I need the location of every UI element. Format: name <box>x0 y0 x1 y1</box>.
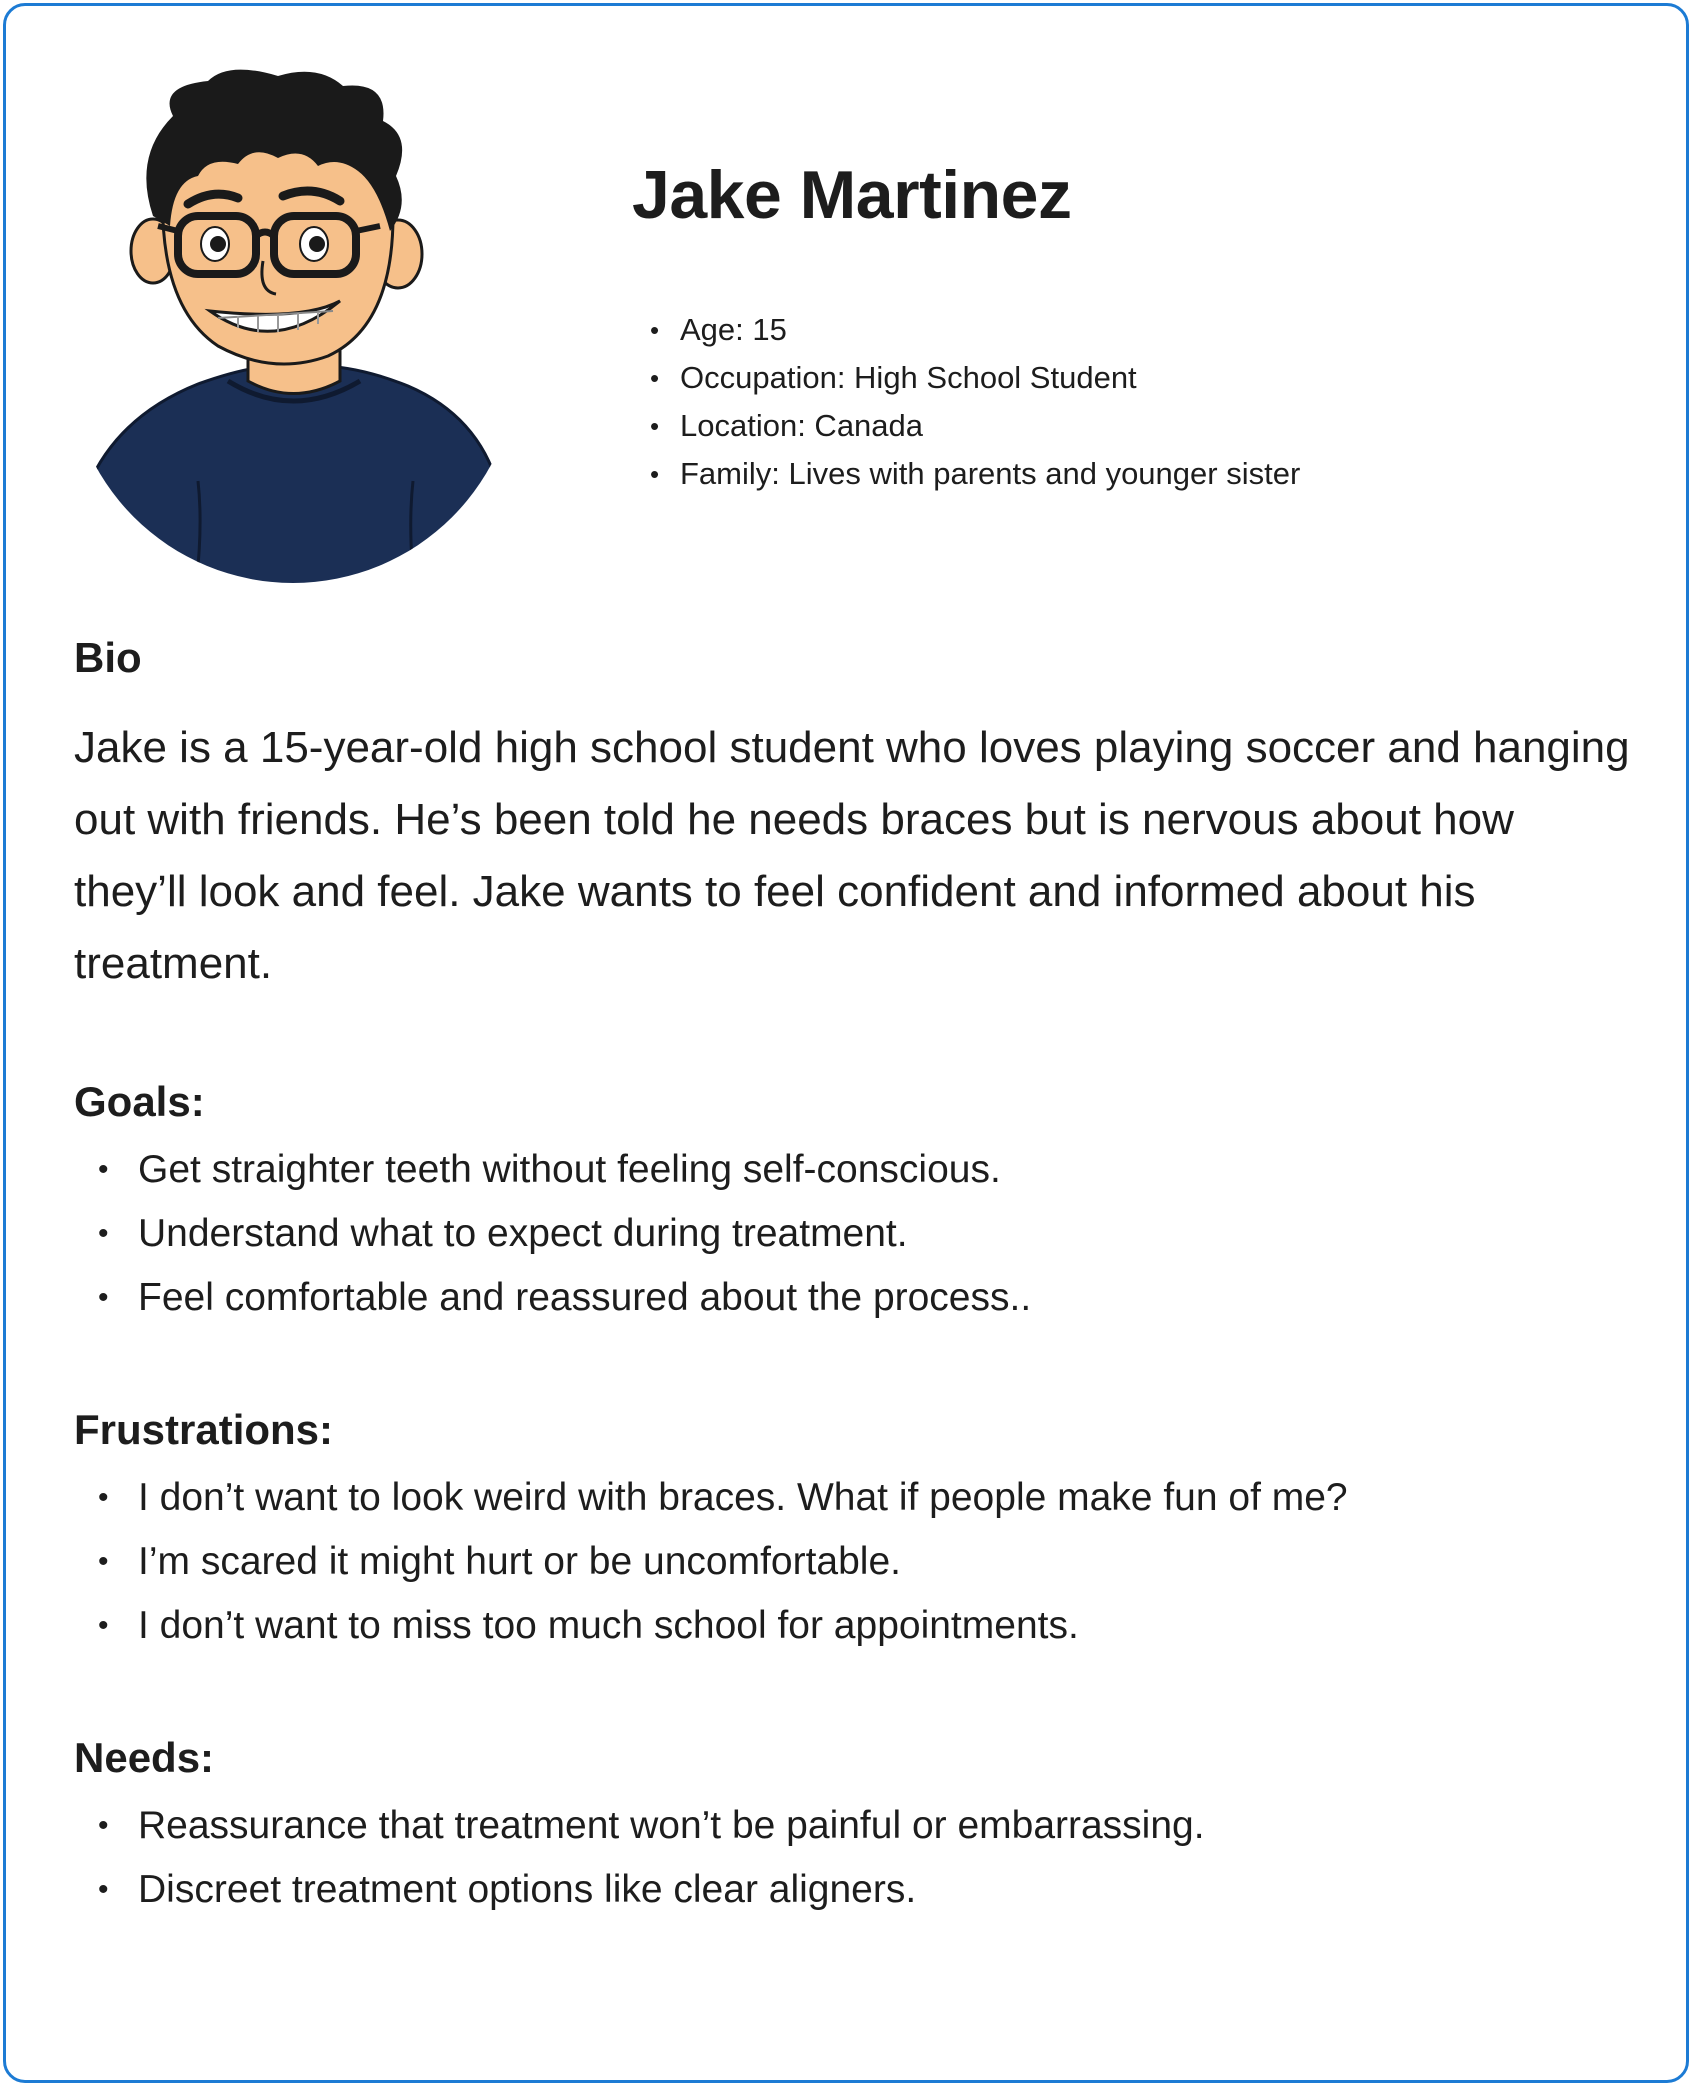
frustration-item: • I’m scared it might hurt or be uncomfortable. <box>74 1530 1348 1594</box>
goals-heading: Goals: <box>74 1078 205 1125</box>
info-age: • Age: 15 <box>632 306 1300 354</box>
needs-heading: Needs: <box>74 1734 215 1781</box>
goal-item: • Understand what to expect during treatment. <box>74 1202 1031 1266</box>
needs-list <box>74 1794 1205 1922</box>
need-item: • Reassurance that treatment won’t be painful or embarrassing. <box>74 1794 1205 1858</box>
persona-name: Jake Martinez <box>632 157 1072 233</box>
avatar <box>78 66 508 586</box>
frustrations-heading: Frustrations: <box>74 1406 334 1453</box>
bio-heading: Bio <box>74 634 142 681</box>
goal-item: • Get straighter teeth without feeling self-conscious. <box>74 1138 1031 1202</box>
goal-item: • Feel comfortable and reassured about the process.. <box>74 1266 1031 1330</box>
info-occupation: • Occupation: High School Student <box>632 354 1300 402</box>
frustrations-list <box>74 1466 1348 1658</box>
persona-card <box>3 3 1689 2083</box>
persona-info-list <box>632 306 1300 498</box>
info-location: • Location: Canada <box>632 402 1300 450</box>
need-item: • Discreet treatment options like clear aligners. <box>74 1858 1205 1922</box>
info-family: • Family: Lives with parents and younger sister <box>632 450 1300 498</box>
frustration-item: • I don’t want to miss too much school for appointments. <box>74 1594 1348 1658</box>
bio-text: Jake is a 15-year-old high school student who loves playing soccer and hanging out with friends. He’s been told he needs braces but is nervous about how they’ll look and feel. Jake wants to feel confident and informed about his treatment. <box>74 723 1630 988</box>
goals-list <box>74 1138 1031 1330</box>
frustration-item: • I don’t want to look weird with braces. What if people make fun of me? <box>74 1466 1348 1530</box>
